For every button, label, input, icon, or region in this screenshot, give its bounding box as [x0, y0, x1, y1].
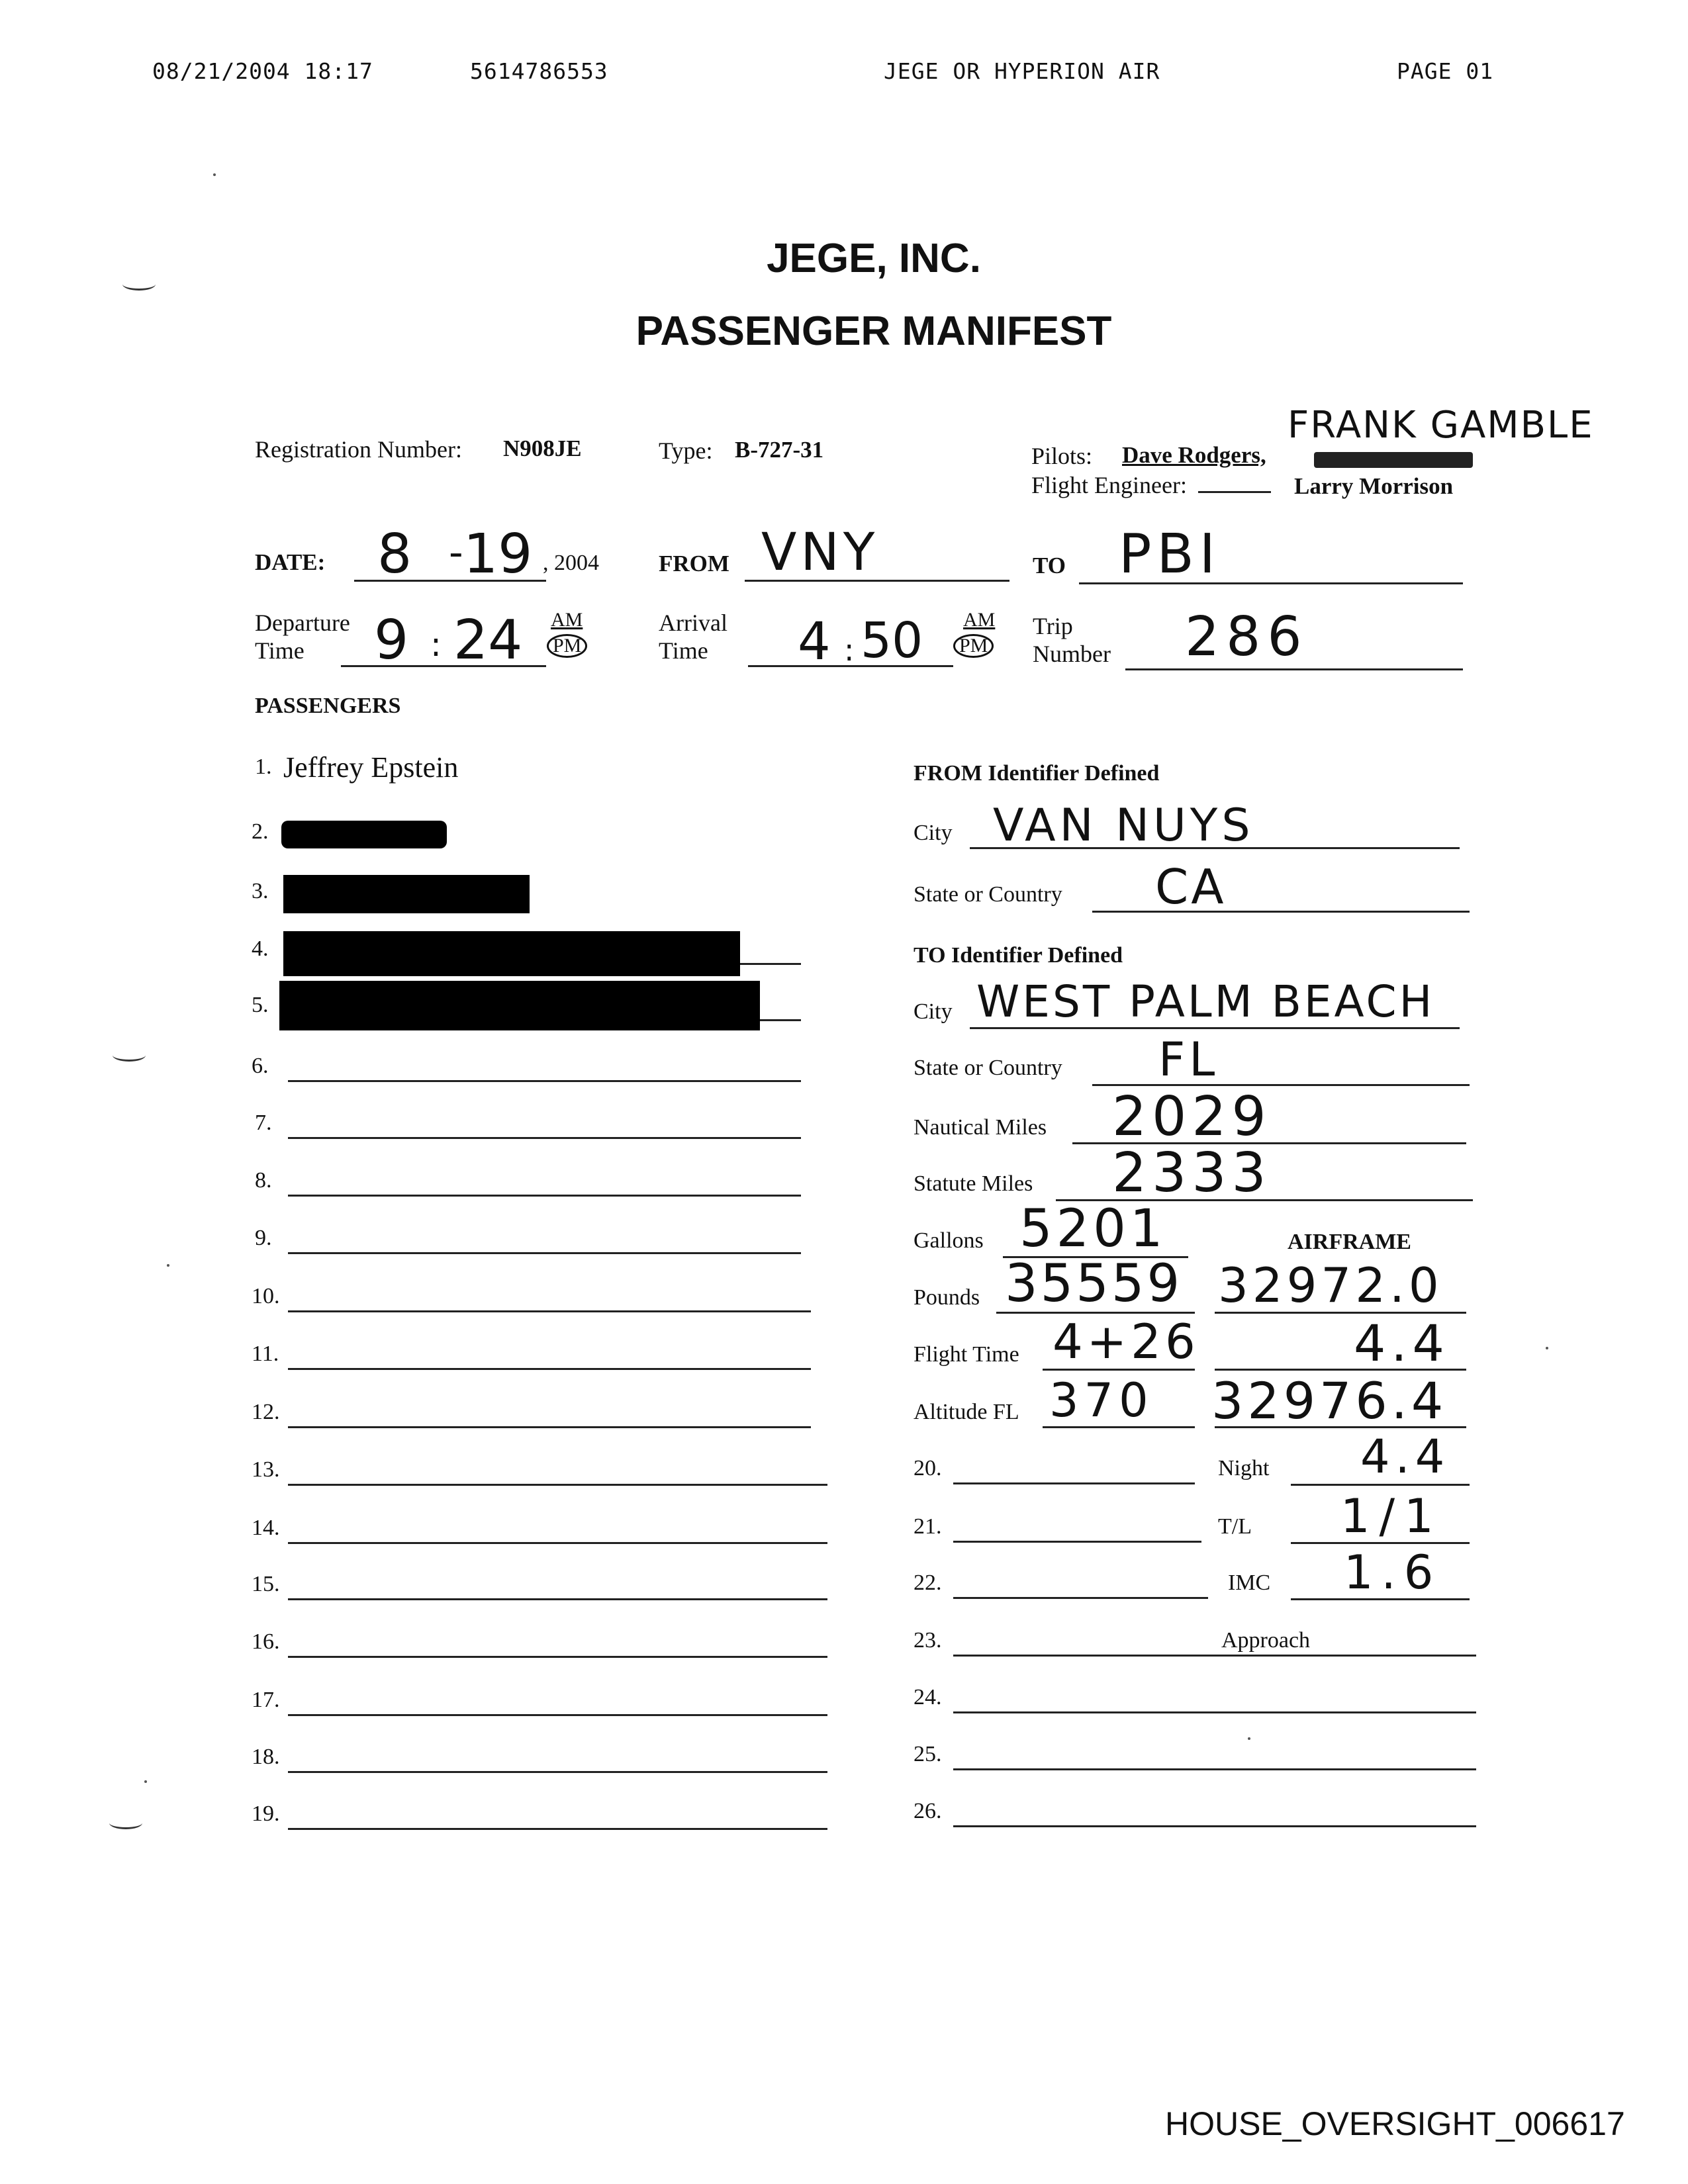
passenger-underline	[288, 1310, 811, 1312]
strikethrough-name	[1314, 452, 1473, 468]
altitude-label: Altitude FL	[914, 1400, 1019, 1424]
departure-hour: 9	[374, 609, 409, 672]
to-state-label: State or Country	[914, 1056, 1062, 1080]
from-city-label: City	[914, 821, 953, 845]
arrival-am: AM	[963, 609, 996, 631]
company-title: JEGE, INC.	[767, 236, 981, 281]
departure-label-2: Time	[255, 637, 305, 664]
passenger-underline	[288, 1080, 801, 1082]
line-number: 26.	[914, 1799, 942, 1823]
passenger-name: Jeffrey Epstein	[283, 751, 459, 784]
passenger-number: 19.	[252, 1801, 280, 1826]
redaction-bar	[281, 821, 447, 848]
airframe-start-value: 32972.0	[1218, 1257, 1443, 1313]
night-label: Night	[1218, 1456, 1270, 1480]
arrival-hour: 4	[798, 612, 831, 672]
night-value: 4.4	[1360, 1430, 1450, 1484]
passenger-number: 6.	[252, 1054, 269, 1078]
from-state-value: CA	[1155, 859, 1227, 915]
date-month: 8	[377, 523, 412, 586]
passenger-underline	[288, 1542, 827, 1544]
trip-label-2: Number	[1033, 641, 1111, 667]
tl-label: T/L	[1218, 1514, 1252, 1539]
type-label: Type:	[659, 437, 713, 464]
flight-time-label: Flight Time	[914, 1342, 1019, 1367]
passenger-number: 12.	[252, 1400, 280, 1424]
pilot-1: Dave Rodgers,	[1122, 442, 1266, 468]
fax-page: PAGE 01	[1397, 58, 1494, 84]
arrival-minute: 50	[861, 612, 923, 669]
from-label: FROM	[659, 551, 729, 576]
redaction-bar	[279, 981, 760, 1030]
pounds-label: Pounds	[914, 1285, 980, 1310]
line-number: 21.	[914, 1514, 942, 1539]
registration-label: Registration Number:	[255, 436, 462, 463]
passenger-number: 10.	[252, 1284, 280, 1308]
scan-artifact	[167, 1264, 169, 1267]
fax-sender: JEGE OR HYPERION AIR	[884, 58, 1160, 84]
airframe-heading: AIRFRAME	[1288, 1230, 1411, 1254]
arrival-pm: PM	[953, 634, 994, 658]
line-underline	[953, 1655, 1476, 1657]
flight-time-value: 4+26	[1053, 1314, 1199, 1369]
type-value: B-727-31	[735, 437, 824, 463]
statute-label: Statute Miles	[914, 1171, 1033, 1196]
passenger-underline	[288, 1828, 827, 1830]
to-code: PBI	[1119, 523, 1221, 586]
from-state-underline	[1092, 911, 1470, 913]
night-underline	[1291, 1484, 1470, 1486]
gallons-label: Gallons	[914, 1228, 984, 1253]
to-city-label: City	[914, 999, 953, 1024]
scan-artifact	[213, 173, 216, 176]
line-underline	[953, 1482, 1195, 1484]
bates-number: HOUSE_OVERSIGHT_006617	[1165, 2105, 1625, 2142]
passenger-underline	[288, 1137, 801, 1139]
pounds-value: 35559	[1005, 1254, 1183, 1314]
line-number: 24.	[914, 1685, 942, 1709]
redaction-bar	[283, 875, 530, 913]
passenger-number: 18.	[252, 1745, 280, 1769]
departure-colon: :	[430, 625, 442, 664]
to-state-value: FL	[1158, 1032, 1219, 1087]
gallons-value: 5201	[1019, 1199, 1167, 1259]
passenger-number: 15.	[252, 1572, 280, 1596]
tl-value: 1/1	[1340, 1489, 1443, 1543]
arrival-pm-circled	[953, 634, 994, 658]
passenger-number: 5.	[252, 993, 269, 1017]
departure-label: Departure	[255, 610, 350, 636]
statute-value: 2333	[1112, 1142, 1272, 1205]
passenger-number: 11.	[252, 1342, 279, 1366]
passenger-underline	[288, 1368, 811, 1370]
line-number: 25.	[914, 1742, 942, 1766]
to-identifier-heading: TO Identifier Defined	[914, 943, 1123, 968]
from-city-value: VAN NUYS	[993, 799, 1254, 852]
passenger-number: 1.	[255, 754, 272, 779]
airframe-add-value: 4.4	[1354, 1314, 1450, 1373]
passenger-number: 16.	[252, 1629, 280, 1654]
passenger-number: 17.	[252, 1688, 280, 1712]
departure-minute: 24	[453, 609, 523, 672]
pilot-2-handwritten: FRANK GAMBLE	[1288, 404, 1594, 447]
nautical-value: 2029	[1112, 1085, 1272, 1148]
from-state-label: State or Country	[914, 882, 1062, 907]
passenger-number: 8.	[255, 1168, 272, 1193]
redaction-bar	[283, 931, 740, 976]
passenger-underline	[288, 1195, 801, 1197]
approach-label: Approach	[1221, 1628, 1311, 1653]
passenger-number: 14.	[252, 1516, 280, 1540]
date-day: 19	[463, 523, 533, 586]
trip-underline	[1125, 668, 1463, 670]
line-number: 22.	[914, 1570, 942, 1595]
flight-engineer-value: Larry Morrison	[1294, 473, 1454, 499]
scan-artifact	[1248, 1737, 1250, 1740]
line-underline	[953, 1541, 1201, 1543]
passenger-underline	[288, 1714, 827, 1716]
passenger-underline	[288, 1484, 827, 1486]
trip-number: 286	[1185, 606, 1309, 668]
pilots-label: Pilots:	[1031, 443, 1093, 469]
passenger-underline	[288, 1771, 827, 1773]
date-label: DATE:	[255, 549, 326, 575]
flight-engineer-label: Flight Engineer:	[1031, 472, 1187, 498]
scan-artifact	[1546, 1347, 1548, 1349]
to-city-value: WEST PALM BEACH	[976, 976, 1435, 1027]
arrival-label-2: Time	[659, 637, 708, 664]
line-number: 20.	[914, 1456, 942, 1480]
passenger-underline	[288, 1598, 827, 1600]
passenger-number: 4.	[252, 936, 269, 961]
from-identifier-heading: FROM Identifier Defined	[914, 761, 1160, 786]
nautical-label: Nautical Miles	[914, 1115, 1047, 1140]
fax-datetime: 08/21/2004 18:17	[152, 58, 373, 84]
altitude-value: 370	[1049, 1373, 1154, 1428]
date-dash: -	[449, 529, 463, 576]
passenger-underline	[288, 1656, 827, 1658]
imc-label: IMC	[1228, 1570, 1271, 1595]
line-underline	[953, 1597, 1208, 1599]
to-label: TO	[1033, 553, 1066, 578]
date-year: , 2004	[543, 551, 599, 575]
to-city-underline	[970, 1027, 1460, 1029]
imc-value: 1.6	[1344, 1545, 1442, 1600]
passenger-underline	[288, 1426, 811, 1428]
fax-phone: 5614786553	[470, 58, 608, 84]
from-code: VNY	[761, 523, 879, 582]
passenger-number: 2.	[252, 819, 269, 844]
departure-pm-circled	[547, 634, 587, 658]
scan-artifact	[144, 1780, 147, 1783]
arrival-label: Arrival	[659, 610, 727, 636]
passenger-underline	[288, 1252, 801, 1254]
passengers-heading: PASSENGERS	[255, 694, 401, 718]
departure-pm: PM	[547, 634, 587, 658]
engineer-underline	[1198, 491, 1271, 493]
line-underline	[953, 1711, 1476, 1713]
scan-artifact	[113, 1049, 146, 1062]
line-underline	[953, 1768, 1476, 1770]
passenger-number: 13.	[252, 1457, 280, 1482]
line-underline	[953, 1825, 1476, 1827]
document-title: PASSENGER MANIFEST	[635, 308, 1112, 354]
passenger-number: 3.	[252, 879, 269, 903]
departure-am: AM	[551, 609, 583, 631]
arrival-colon: :	[844, 632, 855, 668]
scan-artifact	[109, 1817, 142, 1829]
passenger-number: 7.	[255, 1111, 272, 1135]
airframe-total-value: 32976.4	[1211, 1371, 1448, 1430]
line-number: 23.	[914, 1628, 942, 1653]
registration-value: N908JE	[503, 435, 582, 461]
passenger-number: 9.	[255, 1226, 272, 1250]
trip-label: Trip	[1033, 613, 1073, 639]
